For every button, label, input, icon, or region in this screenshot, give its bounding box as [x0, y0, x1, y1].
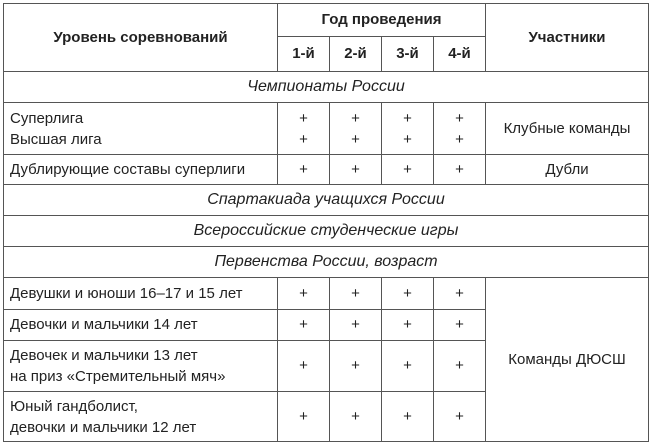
- header-year-1: 1-й: [278, 37, 330, 72]
- row-leagues: [4, 103, 278, 155]
- section-championships: Чемпионаты России: [4, 72, 649, 103]
- r14-year3: +: [382, 310, 434, 341]
- reserve-year2: +: [330, 155, 382, 185]
- competition-table: [3, 3, 649, 442]
- reserve-year4: +: [434, 155, 486, 185]
- r13-year2: +: [330, 341, 382, 392]
- reserve-year1: +: [278, 155, 330, 185]
- leagues-year1: + +: [278, 103, 330, 155]
- r14-year4: +: [434, 310, 486, 341]
- row-12-line2: девочки и мальчики 12 лет: [10, 418, 197, 436]
- reserve-year3: +: [382, 155, 434, 185]
- r16-year1: +: [278, 278, 330, 310]
- r12-year2: +: [330, 392, 382, 442]
- r12-year3: +: [382, 392, 434, 442]
- header-level: Уровень соревнований: [4, 4, 278, 72]
- row-12-line1: Юный гандболист,: [10, 397, 138, 415]
- r13-year4: +: [434, 341, 486, 392]
- row-14: Девочки и мальчики 14 лет: [4, 310, 278, 341]
- section-junior-championships: Первенства России, возраст: [4, 247, 649, 278]
- row-reserve: Дублирующие составы суперлиги: [4, 155, 278, 185]
- leagues-year2: + +: [330, 103, 382, 155]
- header-year: Год проведения: [278, 4, 486, 37]
- header-year-2: 2-й: [330, 37, 382, 72]
- row-13-line1: Девочек и мальчики 13 лет: [10, 347, 198, 364]
- superleague-label: Суперлига: [10, 109, 84, 127]
- doubles: Дубли: [486, 155, 649, 185]
- header-participants: Участники: [486, 4, 649, 72]
- r12-year4: +: [434, 392, 486, 442]
- row-13-line2: на приз «Стремительный мяч»: [10, 368, 226, 385]
- section-spartakiad: Спартакиада учащихся России: [4, 185, 649, 216]
- r13-year1: +: [278, 341, 330, 392]
- r14-year1: +: [278, 310, 330, 341]
- r16-year4: +: [434, 278, 486, 310]
- row-13: [4, 341, 278, 392]
- higher-league-label: Высшая лига: [10, 130, 102, 148]
- row-12: [4, 392, 278, 442]
- r16-year3: +: [382, 278, 434, 310]
- header-year-3: 3-й: [382, 37, 434, 72]
- section-student-games: Всероссийские студенческие игры: [4, 216, 649, 247]
- club-teams: Клубные команды: [486, 103, 649, 155]
- r13-year3: +: [382, 341, 434, 392]
- r14-year2: +: [330, 310, 382, 341]
- youth-teams: Команды ДЮСШ: [486, 278, 649, 442]
- r12-year1: +: [278, 392, 330, 442]
- leagues-year3: + +: [382, 103, 434, 155]
- row-16-17: Девушки и юноши 16–17 и 15 лет: [4, 278, 278, 310]
- r16-year2: +: [330, 278, 382, 310]
- header-year-4: 4-й: [434, 37, 486, 72]
- leagues-year4: + +: [434, 103, 486, 155]
